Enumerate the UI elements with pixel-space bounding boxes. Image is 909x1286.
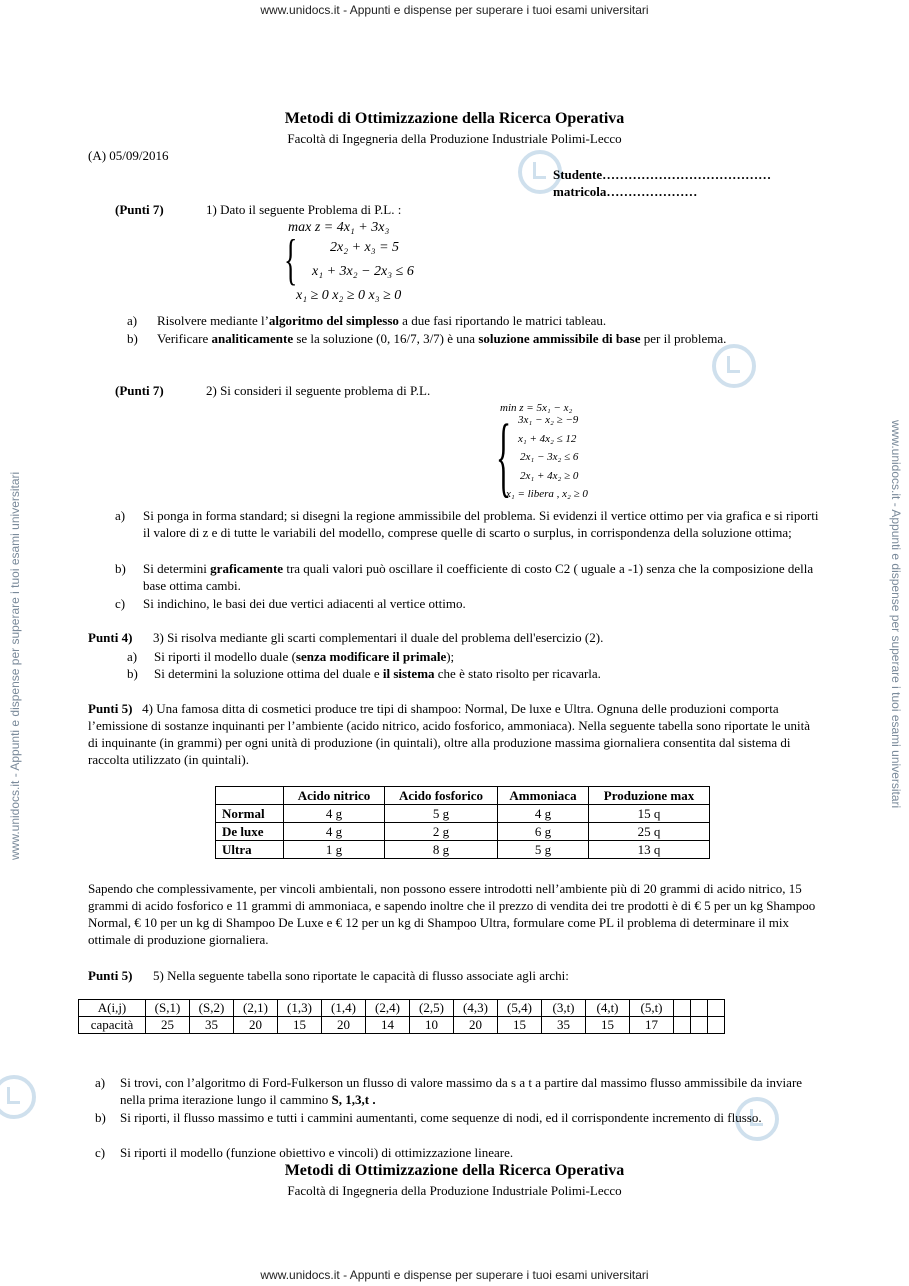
ex4-text: Sapendo che complessivamente, per vincoli ambientali, non possono essere introdotti nell’ambiente più di 20 grammi di acido nitrico, 15 grammi di acido fosforico e 11 grammi di ammoniaca, e sapendo inoltre che il prezzo di vendita dei tre prodotti è di € 5 per un kg Shampoo Normal, € 10 per un kg di Shampoo De Luxe e € 12 per un kg di Shampoo Ultra, formulare come PL il problema di determinare il mix ottimale di produzione giornaliera. [88,881,816,947]
ex4-intro: Punti 5) 4) Una famosa ditta di cosmetici produce tre tipi di shampoo: Normal, De luxe e Ultra. Ognuna delle produzioni comporta l’emissione di sostanze inquinanti per l’ambiente (acido nitrico, acido fosforico, ammoniaca). Nella seguente tabella sono riportate le unità di inquinante (in grammi) per ogni unità di produzione (in quintali), oltre alla produzione massima giornaliera consentita dal sistema di raccolta utilizzato (in quintali). [88,701,810,767]
ex3-points: Punti 4) [88,630,133,645]
matricola-label: matricola………………… [553,184,698,199]
ex2-brace: { [496,407,512,506]
ex1-constraint-2: x₁ + 3x₂ − 2x₃ ≤ 6 [312,264,414,279]
ex1-title: 1) Dato il seguente Problema di P.L. : [206,202,402,217]
table-row: Normal 4 g 5 g 4 g 15 q [216,805,710,823]
table-header-row: Acido nitrico Acido fosforico Ammoniaca Produzione max [216,787,710,805]
ex1-constraint-1: 2x₂ + x₃ = 5 [330,240,400,255]
ex2-objective: min z = 5x₁ − x₂ [500,402,573,414]
table-row: De luxe 4 g 2 g 6 g 25 q [216,823,710,841]
ex1-points: (Punti 7) [115,202,164,217]
page-subtitle: Facoltà di Ingegneria della Produzione Industriale Polimi-Lecco [287,131,622,146]
ex2-constraint-2: x₁ + 4x₂ ≤ 12 [518,433,577,445]
ex2-constraint-5: x₁ = libera , x₂ ≥ 0 [506,488,588,500]
footer-title: Metodi di Ottimizzazione della Ricerca Operativa [284,1162,625,1179]
watermark-logo-icon [0,1075,36,1119]
ex5-points: Punti 5) [88,968,133,983]
footer-subtitle: Facoltà di Ingegneria della Produzione Industriale Polimi-Lecco [287,1183,622,1198]
ex2-constraint-3: 2x₁ − 3x₂ ≤ 6 [520,451,579,463]
table-row: capacità 25 35 20 15 20 14 10 20 15 35 15 17 [79,1017,725,1034]
ex1-objective: max z = 4x₁ + 3x₃ [288,220,390,235]
ex2-constraint-1: 3x₁ − x₂ ≥ −9 [518,414,579,426]
watermark-left: www.unidocs.it - Appunti e dispense per superare i tuoi esami universitari [8,471,22,860]
ex2-constraint-4: 2x₁ + 4x₂ ≥ 0 [520,470,579,482]
ex5-intro: 5) Nella seguente tabella sono riportate le capacità di flusso associate agli archi: [153,968,569,983]
watermark-top: www.unidocs.it - Appunti e dispense per superare i tuoi esami universitari [260,3,649,17]
watermark-logo-icon [712,344,756,388]
student-label: Studente………………………………… [553,167,772,182]
ex1-constraint-3: x₁ ≥ 0 x₂ ≥ 0 x₃ ≥ 0 [296,288,402,303]
table-row: A(i,j) (S,1) (S,2) (2,1) (1,3) (1,4) (2,4) (2,5) (4,3) (5,4) (3,t) (4,t) (5,t) [79,1000,725,1017]
ex3-title: 3) Si risolva mediante gli scarti complementari il duale del problema dell'esercizio (2). [153,630,604,645]
ex2-points: (Punti 7) [115,383,164,398]
page-title: Metodi di Ottimizzazione della Ricerca Operativa [284,110,625,127]
exam-id: (A) 05/09/2016 [88,148,169,163]
ex1-brace: { [284,229,298,291]
table-row: Ultra 1 g 8 g 5 g 13 q [216,841,710,859]
ex2-title: 2) Si consideri il seguente problema di P.L. [206,383,431,398]
watermark-bottom: www.unidocs.it - Appunti e dispense per superare i tuoi esami universitari [260,1268,649,1282]
pollutants-table [215,786,710,859]
arc-capacity-table [78,999,725,1034]
watermark-right: www.unidocs.it - Appunti e dispense per superare i tuoi esami universitari [889,420,903,809]
